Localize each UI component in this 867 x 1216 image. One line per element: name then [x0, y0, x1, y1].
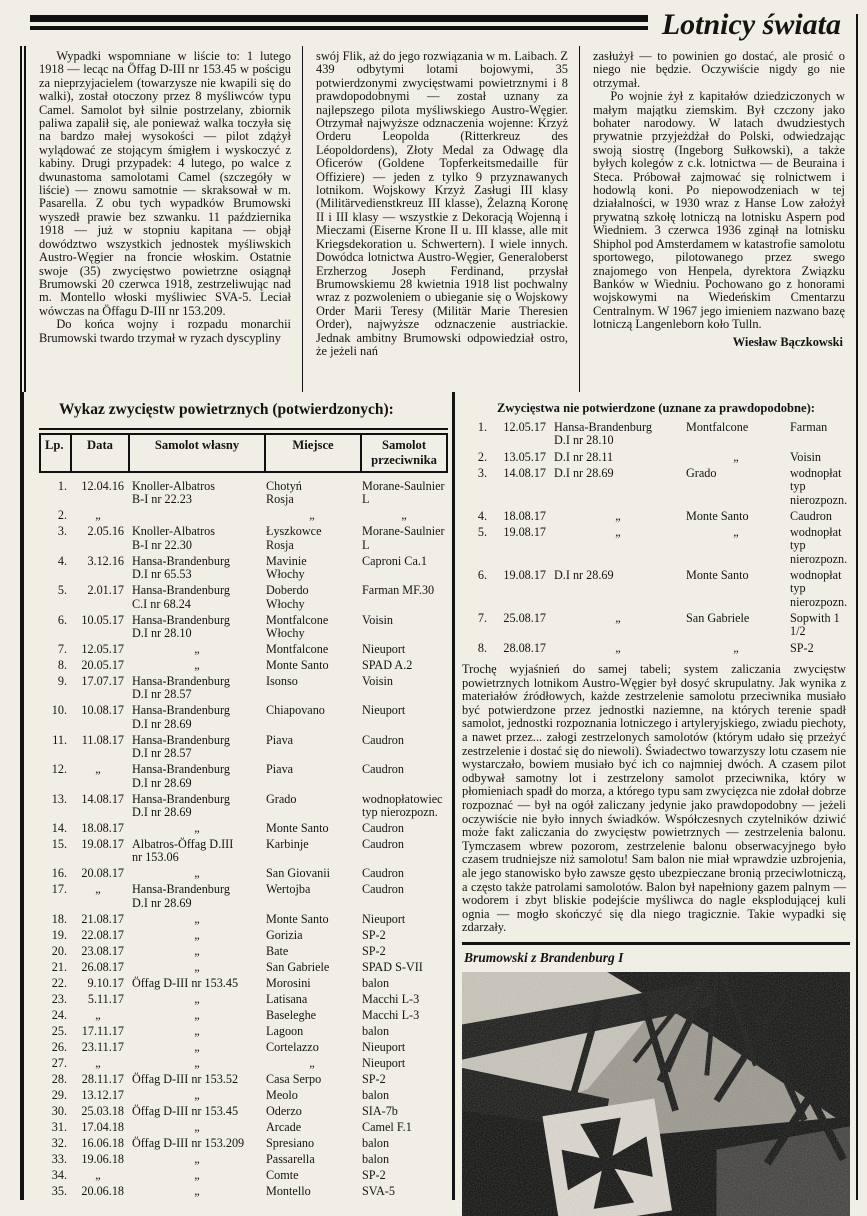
table-cell: „ [70, 1169, 128, 1182]
table-cell: „ [128, 1089, 264, 1102]
table-cell: 15. [39, 838, 70, 865]
table-cell: „ [128, 1009, 264, 1022]
table-cell: Farman MF.30 [360, 584, 448, 611]
table-cell: Karbinje [264, 838, 360, 865]
table-cell: Morane-Saulnier L [360, 525, 448, 552]
paragraph: Do końca wojny i rozpadu monarchii Brumowski twardo trzymał w ryzach dyscypliny [39, 318, 291, 345]
table-cell: 19. [39, 929, 70, 942]
table-row [39, 509, 448, 522]
table-cell: 13.12.17 [70, 1089, 128, 1102]
table-row [39, 867, 448, 880]
table-cell: „ [128, 961, 264, 974]
table-row [39, 1185, 448, 1198]
table-cell: „ [70, 1009, 128, 1022]
table-row [39, 734, 448, 761]
table-cell: „ [128, 867, 264, 880]
table-cell: wodnopłatowiec typ nierozpozn. [360, 793, 448, 820]
confirmed-victories-section [20, 392, 452, 1200]
biplane-photo-art [462, 972, 850, 1216]
confirmed-table-header [39, 433, 448, 473]
table-cell: Morosini [264, 977, 360, 990]
table-cell: 35. [39, 1185, 70, 1198]
table-cell: Piava [264, 734, 360, 761]
table-cell: 7. [462, 612, 490, 639]
table-cell: SVA-5 [360, 1185, 448, 1198]
table-row [39, 555, 448, 582]
table-cell: Monte Santo [684, 569, 788, 609]
table-cell: Latisana [264, 993, 360, 1006]
table-cell: balon [360, 1089, 448, 1102]
unconfirmed-victories-section [452, 392, 856, 1200]
table-cell: 24. [39, 1009, 70, 1022]
table-row [39, 822, 448, 835]
table-cell: balon [360, 1025, 448, 1038]
table-cell: SPAD S-VII [360, 961, 448, 974]
table-cell: „ [128, 1041, 264, 1054]
table-cell: 8. [39, 659, 70, 672]
table-row [39, 1025, 448, 1038]
table-cell: SP-2 [360, 945, 448, 958]
table-cell: 28. [39, 1073, 70, 1086]
table-cell: Caudron [360, 883, 448, 910]
table-cell: Morane-Saulnier L [360, 480, 448, 507]
table-cell: Hansa-Brandenburg D.I nr 28.69 [128, 704, 264, 731]
table-cell: „ [684, 451, 788, 464]
table-cell: „ [264, 1057, 360, 1070]
author-signature: Wiesław Bączkowski [593, 336, 845, 349]
table-cell: Öffag D-III nr 153.209 [128, 1137, 264, 1150]
article-column-2 [303, 46, 580, 392]
table-cell: 27. [39, 1057, 70, 1070]
table-cell: „ [128, 913, 264, 926]
table-cell: 10.05.17 [70, 614, 128, 641]
table-cell: 2. [39, 509, 70, 522]
table-cell: Hansa-Brandenburg D.I nr 28.57 [128, 734, 264, 761]
table-cell: 19.08.17 [70, 838, 128, 865]
table-cell: 14. [39, 822, 70, 835]
table-cell: 5. [39, 584, 70, 611]
page-title: Lotnicy świata [662, 8, 851, 41]
table-cell: 13. [39, 793, 70, 820]
table-row [462, 642, 850, 655]
table-cell: „ [128, 1169, 264, 1182]
table-cell: 23.11.17 [70, 1041, 128, 1054]
unconfirmed-table-title: Zwycięstwa nie potwierdzone (uznane za prawdopodobne): [462, 401, 850, 416]
table-cell: „ [684, 642, 788, 655]
table-cell: 9. [39, 675, 70, 702]
unconfirmed-table-body [462, 421, 850, 655]
table-cell: 11. [39, 734, 70, 761]
table-cell: „ [360, 509, 448, 522]
table-cell: Hansa-Brandenburg D.I nr 65.53 [128, 555, 264, 582]
table-cell: Chiapovano [264, 704, 360, 731]
table-cell: Meolo [264, 1089, 360, 1102]
table-row [39, 1105, 448, 1118]
table-row [462, 526, 850, 566]
table-cell: balon [360, 1153, 448, 1166]
photo-divider-rule [462, 942, 850, 945]
table-cell: 18.08.17 [70, 822, 128, 835]
table-cell: Montfalcone [684, 421, 788, 448]
table-cell: „ [128, 1025, 264, 1038]
table-cell: Gorizia [264, 929, 360, 942]
header-double-rule [30, 15, 648, 30]
table-cell: 19.06.18 [70, 1153, 128, 1166]
table-cell: 20. [39, 945, 70, 958]
table-cell: 26.08.17 [70, 961, 128, 974]
table-cell: 20.05.17 [70, 659, 128, 672]
table-cell: Hansa-Brandenburg D.I nr 28.10 [550, 421, 684, 448]
table-cell: 23. [39, 993, 70, 1006]
table-row [462, 467, 850, 507]
table-cell: 12.04.16 [70, 480, 128, 507]
table-row [462, 510, 850, 523]
table-cell: Casa Serpo [264, 1073, 360, 1086]
paragraph: Po wojnie żył z kapitałów dziedziczonych w małym majątku ziemskim. Był czczony jako bohater narodowy. W latach dwudziestych prywatnie przyjeżdżał do Polski, odwiedzając swoją siostrę (Ingeborg Sułkowski), a także byłych kolegów z c.k. lotnictwa — de Beuraina i Steca. Próbował zajmować się rolnictwem i hodowlą koni. Po niepowodzeniach w tej działalności, w 1930 wraz z Hanse Low założył prywatną szkołę lotniczą na lotnisku Aspern pod Wiedniem. 3 czerwca 1936 zginął na lotnisku Shiphol pod Amsterdamem w katastrofie samolotu sportowego, pilotowanego przez swego znajomego von Henpela, dyrektora Związku Banków w Wiedniu. Pochowano go z honorami wojskowymi na Wiedeńskim Cmentarzu Centralnym. W 1967 jego imieniem nazwano bazę lotniczą Langenleborn koło Tulln. [593, 90, 845, 331]
table-cell: 22.08.17 [70, 929, 128, 942]
table-cell: 11.08.17 [70, 734, 128, 761]
article-column-1 [26, 46, 303, 392]
table-cell: 17.04.18 [70, 1121, 128, 1134]
table-row [39, 961, 448, 974]
column-header-own-aircraft: Samolot własny [130, 435, 266, 471]
table-cell: Hansa-Brandenburg D.I nr 28.10 [128, 614, 264, 641]
table-row [462, 612, 850, 639]
table-cell: 29. [39, 1089, 70, 1102]
table-cell: 30. [39, 1105, 70, 1118]
table-cell: Hansa-Brandenburg D.I nr 28.69 [128, 763, 264, 790]
table-cell: SPAD A.2 [360, 659, 448, 672]
table-cell: Albatros-Öffag D.III nr 153.06 [128, 838, 264, 865]
table-row [39, 945, 448, 958]
table-cell: 20.08.17 [70, 867, 128, 880]
table-row [39, 1153, 448, 1166]
table-row [39, 480, 448, 507]
table-cell: 4. [462, 510, 490, 523]
table-cell: 5.11.17 [70, 993, 128, 1006]
table-cell: Caudron [360, 734, 448, 761]
table-cell: Nieuport [360, 913, 448, 926]
table-cell: 17.07.17 [70, 675, 128, 702]
table-cell: Voisin [360, 614, 448, 641]
table-cell: 25. [39, 1025, 70, 1038]
table-row [39, 1073, 448, 1086]
photo-caption: Brumowski z Brandenburg I [464, 950, 850, 966]
table-cell: „ [70, 883, 128, 910]
table-row [462, 451, 850, 464]
table-cell: 28.11.17 [70, 1073, 128, 1086]
table-cell: „ [128, 822, 264, 835]
table-cell: San Giovanii [264, 867, 360, 880]
table-cell: Wertojba [264, 883, 360, 910]
table-commentary [462, 663, 850, 935]
table-row [39, 793, 448, 820]
article-column-3 [580, 46, 856, 392]
table-cell: „ [128, 1185, 264, 1198]
table-cell: Arcade [264, 1121, 360, 1134]
table-cell: 21.08.17 [70, 913, 128, 926]
table-cell: 1. [39, 480, 70, 507]
table-cell: Montello [264, 1185, 360, 1198]
table-cell: D.I nr 28.69 [550, 569, 684, 609]
table-row [39, 1137, 448, 1150]
table-top-rule [39, 428, 448, 430]
table-cell: Monte Santo [264, 659, 360, 672]
table-cell: Baseleghe [264, 1009, 360, 1022]
table-cell: Doberdo Włochy [264, 584, 360, 611]
table-cell: Monte Santo [684, 510, 788, 523]
table-cell: 25.03.18 [70, 1105, 128, 1118]
table-cell: Nieuport [360, 1057, 448, 1070]
table-cell: Hansa-Brandenburg D.I nr 28.69 [128, 883, 264, 910]
table-cell: Cortelazzo [264, 1041, 360, 1054]
table-cell: 17.11.17 [70, 1025, 128, 1038]
table-cell: Grado [684, 467, 788, 507]
table-cell: 8. [462, 642, 490, 655]
table-cell: Hansa-Brandenburg D.I nr 28.69 [128, 793, 264, 820]
table-cell: Macchi L-3 [360, 993, 448, 1006]
table-cell: 19.08.17 [490, 569, 550, 609]
table-cell: „ [550, 526, 684, 566]
table-cell: Öffag D-III nr 153.45 [128, 1105, 264, 1118]
table-cell: „ [70, 509, 128, 522]
table-cell: Lagoon [264, 1025, 360, 1038]
table-row [39, 913, 448, 926]
table-cell: 3. [39, 525, 70, 552]
table-cell: „ [128, 1121, 264, 1134]
table-cell: Caudron [360, 867, 448, 880]
table-cell: 3.12.16 [70, 555, 128, 582]
table-row [39, 763, 448, 790]
table-cell: Chotyń Rosja [264, 480, 360, 507]
table-cell: Grado [264, 793, 360, 820]
table-row [39, 1041, 448, 1054]
table-row [39, 1169, 448, 1182]
table-cell: 12. [39, 763, 70, 790]
table-cell: 10. [39, 704, 70, 731]
table-cell: „ [684, 526, 788, 566]
table-row [462, 421, 850, 448]
paragraph: zasłużył — to powinien go dostać, ale prosić o niego nie będzie. Oczywiście nigdy go nie otrzymał. [593, 50, 845, 90]
table-cell: Hansa-Brandenburg D.I nr 28.57 [128, 675, 264, 702]
table-cell: Łyszkowce Rosja [264, 525, 360, 552]
table-cell: Caudron [360, 822, 448, 835]
table-row [39, 1057, 448, 1070]
table-cell: Caudron [360, 763, 448, 790]
table-cell: Voisin [788, 451, 850, 464]
table-cell: wodnopłat typ nierozpozn. [788, 569, 850, 609]
table-cell: balon [360, 1137, 448, 1150]
table-cell: 4. [39, 555, 70, 582]
table-cell: 3. [462, 467, 490, 507]
table-cell: 2. [462, 451, 490, 464]
table-row [39, 525, 448, 552]
page-header [30, 8, 851, 41]
table-row [39, 1009, 448, 1022]
table-cell: 21. [39, 961, 70, 974]
table-cell: Caproni Ca.1 [360, 555, 448, 582]
table-cell: Caudron [788, 510, 850, 523]
table-cell: Caudron [360, 838, 448, 865]
table-cell: „ [550, 612, 684, 639]
table-cell: San Gabriele [264, 961, 360, 974]
table-cell: 6. [462, 569, 490, 609]
table-row [39, 883, 448, 910]
page-right-border [856, 14, 858, 1200]
table-cell: 12.05.17 [70, 643, 128, 656]
table-cell: 10.08.17 [70, 704, 128, 731]
table-cell: 25.08.17 [490, 612, 550, 639]
table-cell: „ [128, 659, 264, 672]
table-cell: „ [128, 929, 264, 942]
article-column-3-text [593, 50, 845, 332]
table-cell: Montfalcone [264, 643, 360, 656]
table-row [39, 929, 448, 942]
table-cell: Comte [264, 1169, 360, 1182]
table-cell: wodnopłat typ nierozpozn. [788, 526, 850, 566]
table-cell: 23.08.17 [70, 945, 128, 958]
table-cell: 9.10.17 [70, 977, 128, 990]
table-cell: „ [70, 763, 128, 790]
table-row [39, 704, 448, 731]
column-header-enemy-aircraft: Samolot przeciwnika [362, 435, 446, 471]
table-cell: Piava [264, 763, 360, 790]
table-cell: Montfalcone Włochy [264, 614, 360, 641]
table-cell: Oderzo [264, 1105, 360, 1118]
table-cell: Mavinie Włochy [264, 555, 360, 582]
table-cell: 14.08.17 [490, 467, 550, 507]
table-row [39, 584, 448, 611]
table-row [39, 977, 448, 990]
column-header-lp: Lp. [41, 435, 72, 471]
table-row [39, 675, 448, 702]
table-cell: „ [128, 1057, 264, 1070]
table-cell: SP-2 [788, 642, 850, 655]
table-cell: Passarella [264, 1153, 360, 1166]
table-cell: 18.08.17 [490, 510, 550, 523]
paragraph: Wypadki wspomniane w liście to: 1 lutego 1918 — lecąc na Öffag D-III nr 153.45 w pościgu za nieprzyjacielem (towarzysze nie kwapili się do walki), został otoczony przez 8 myśliwców typu Camel. Samolot był silnie postrzelany, zbiornik paliwa zapalił się, ale ponieważ walka toczyła się na bardzo małej wysokości — pilot zdążył wylądować ze stojącym śmigłem i wyskoczyć z kabiny. Drugi przypadek: 4 lutego, po walce z dwunastoma samolotami Camel (szczegóły w liście) — znowu samotnie — skraksował w m. Pasarella. Z obu tych wypadków Brumowski wyszedł prawie bez szwanku. 11 października 1918 — już w stopniu kapitana — objął dowództwo wszystkich jednostek myśliwskich Austro-Węgier na froncie włoskim. Ostatnie swoje (35) zwycięstwo powietrzne osiągnął Brumowski 20 czerwca 1918, zestrzeliwując nad m. Montello włoski myśliwiec SVA-5. Leciał wówczas na Öffagu D-III nr 153.209. [39, 50, 291, 318]
table-cell: Monte Santo [264, 822, 360, 835]
paragraph: swój Flik, aż do jego rozwiązania w m. Laibach. Z 439 odbytymi lotami bojowymi, 35 potwierdzonymi zwycięstwami powietrznymi i 8 prawdopodobnymi — został uznany za najlepszego pilota myśliwskiego Austro-Węgier. Otrzymał najwyższe odznaczenia wojenne: Krzyż Orderu Leopolda (Ritterkreuz des Léopoldordens), Złoty Medal za Odwagę dla Oficerów (Goldene Topferkeitsmedaille für Offiziere) — jeden z tylko 9 przyznawanych lotnikom. Wojskowy Krzyż Zasługi III klasy (Militärvedienstkreuz III klasse), Żelazną Koronę II i III klasy — wszystkie z Dekoracją Wojenną i Mieczami (Eiserne Krone II u. III klasse, alle mit Kriegsdekoration u. Schwertern). I wiele innych. Dowódca lotnictwa Austro-Węgier, Generaloberst Erzherzog Joseph Ferdinand, przysłał Brumowskiemu 28 kwietnia 1918 list pochwalny wraz z pozwoleniem o ubieganie się o Wojskowy Order Marii Teresy (Militär Marie Theresien Order), najwyższe odznaczenie austriackie. Jednak ambitny Brumowski odpowiedział ostro, że jeżeli nań [316, 50, 568, 358]
table-row [462, 569, 850, 609]
table-cell: SP-2 [360, 929, 448, 942]
table-cell: „ [70, 1057, 128, 1070]
table-cell [128, 509, 264, 522]
table-cell: SP-2 [360, 1073, 448, 1086]
table-cell: 14.08.17 [70, 793, 128, 820]
table-cell: „ [128, 643, 264, 656]
table-cell: 22. [39, 977, 70, 990]
table-cell: 2.01.17 [70, 584, 128, 611]
table-cell: „ [128, 945, 264, 958]
table-cell: SP-2 [360, 1169, 448, 1182]
biplane-photo [462, 972, 850, 1216]
table-cell: „ [550, 510, 684, 523]
table-cell: 16. [39, 867, 70, 880]
table-cell: „ [128, 1153, 264, 1166]
table-row [39, 659, 448, 672]
table-cell: 7. [39, 643, 70, 656]
table-cell: D.I nr 28.69 [550, 467, 684, 507]
table-cell: Voisin [360, 675, 448, 702]
table-row [39, 1089, 448, 1102]
table-cell: Isonso [264, 675, 360, 702]
table-cell: SIA-7b [360, 1105, 448, 1118]
table-cell: 5. [462, 526, 490, 566]
table-cell: Sopwith 1 1/2 [788, 612, 850, 639]
table-cell: „ [550, 642, 684, 655]
table-cell: Öffag D-III nr 153.45 [128, 977, 264, 990]
table-cell: Hansa-Brandenburg C.I nr 68.24 [128, 584, 264, 611]
table-cell: 17. [39, 883, 70, 910]
table-row [39, 1121, 448, 1134]
column-header-date: Data [72, 435, 130, 471]
table-cell: Knoller-Albatros B-I nr 22.23 [128, 480, 264, 507]
table-cell: Bate [264, 945, 360, 958]
table-cell: 12.05.17 [490, 421, 550, 448]
table-cell: „ [264, 509, 360, 522]
column-header-place: Miejsce [266, 435, 362, 471]
table-cell: Knoller-Albatros B-I nr 22.30 [128, 525, 264, 552]
table-cell: San Gabriele [684, 612, 788, 639]
table-cell: 31. [39, 1121, 70, 1134]
confirmed-table-body [39, 480, 448, 1198]
paragraph: Trochę wyjaśnień do samej tabeli; system zaliczania zwycięstw powietrznych lotnikom Austro-Węgier był dosyć skrupulatny. Jak wynika z materiałów źródłowych, każde zestrzelenie samolotu przeciwnika musiało być potwierdzone przez jednostki naziemne, na których terenie spadł samolot, jednostki rozpoznania lotniczego i artyleryjskiego, zwiadu piechoty, a nawet przez... załogi zestrzelonych samolotów (którym udało się przeżyć zestrzelenie i dostać się do niewoli). Świadectwo towarzyszy lotu czasem nie wystarczało, bowiem musiało być ich co najmniej dwóch. A czasem pilot odbywał samotny lot i zestrzelony samolot przeciwnika, który w płomieniach spadł do morza, a którego typu sam zwycięzca nie zdołał dobrze rozpoznać — był na ogół zaliczany jedynie jako prawdopodobny — jeżeli oczywiście nie było innych świadków. Współczesnych czytelników dziwić może fakt zaliczania do zwycięstw powietrznych — zestrzelenia balonu. Tymczasem wbrew pozorom, zestrzelenie balonu obserwacyjnego było czasem trudniejsze niż samolotu! Sam balon nie miał wprawdzie uzbrojenia, ale jego stanowisko było zawsze gęsto ubezpieczane bronią przeciwlotniczą, a często także patrolami samolotów. Balon był napełniony gazem palnym — wodorem i zbyt bliskie podejście myśliwca do nagle eksplodującej kuli ognia — mogło skończyć się dla niego tragicznie. Takie wypadki się zdarzały. [462, 663, 846, 935]
table-cell: „ [128, 993, 264, 1006]
table-cell: Nieuport [360, 1041, 448, 1054]
table-cell: 13.05.17 [490, 451, 550, 464]
table-cell: 20.06.18 [70, 1185, 128, 1198]
table-cell: Farman [788, 421, 850, 448]
table-row [39, 838, 448, 865]
table-cell: Camel F.1 [360, 1121, 448, 1134]
table-cell: Öffag D-III nr 153.52 [128, 1073, 264, 1086]
table-cell: balon [360, 977, 448, 990]
table-cell: 32. [39, 1137, 70, 1150]
table-cell: Macchi L-3 [360, 1009, 448, 1022]
table-row [39, 643, 448, 656]
table-cell: 26. [39, 1041, 70, 1054]
table-cell: 19.08.17 [490, 526, 550, 566]
table-row [39, 614, 448, 641]
table-row [39, 993, 448, 1006]
table-cell: D.I nr 28.11 [550, 451, 684, 464]
table-cell: 16.06.18 [70, 1137, 128, 1150]
table-cell: 2.05.16 [70, 525, 128, 552]
table-cell: Nieuport [360, 704, 448, 731]
article-columns [20, 46, 856, 392]
table-cell: 18. [39, 913, 70, 926]
table-cell: 6. [39, 614, 70, 641]
table-cell: 34. [39, 1169, 70, 1182]
table-cell: 33. [39, 1153, 70, 1166]
table-cell: 1. [462, 421, 490, 448]
table-cell: 28.08.17 [490, 642, 550, 655]
table-cell: Spresiano [264, 1137, 360, 1150]
table-cell: Monte Santo [264, 913, 360, 926]
confirmed-table-title: Wykaz zwycięstw powietrznych (potwierdzonych): [59, 401, 448, 419]
table-cell: Nieuport [360, 643, 448, 656]
table-cell: wodnopłat typ nierozpozn. [788, 467, 850, 507]
